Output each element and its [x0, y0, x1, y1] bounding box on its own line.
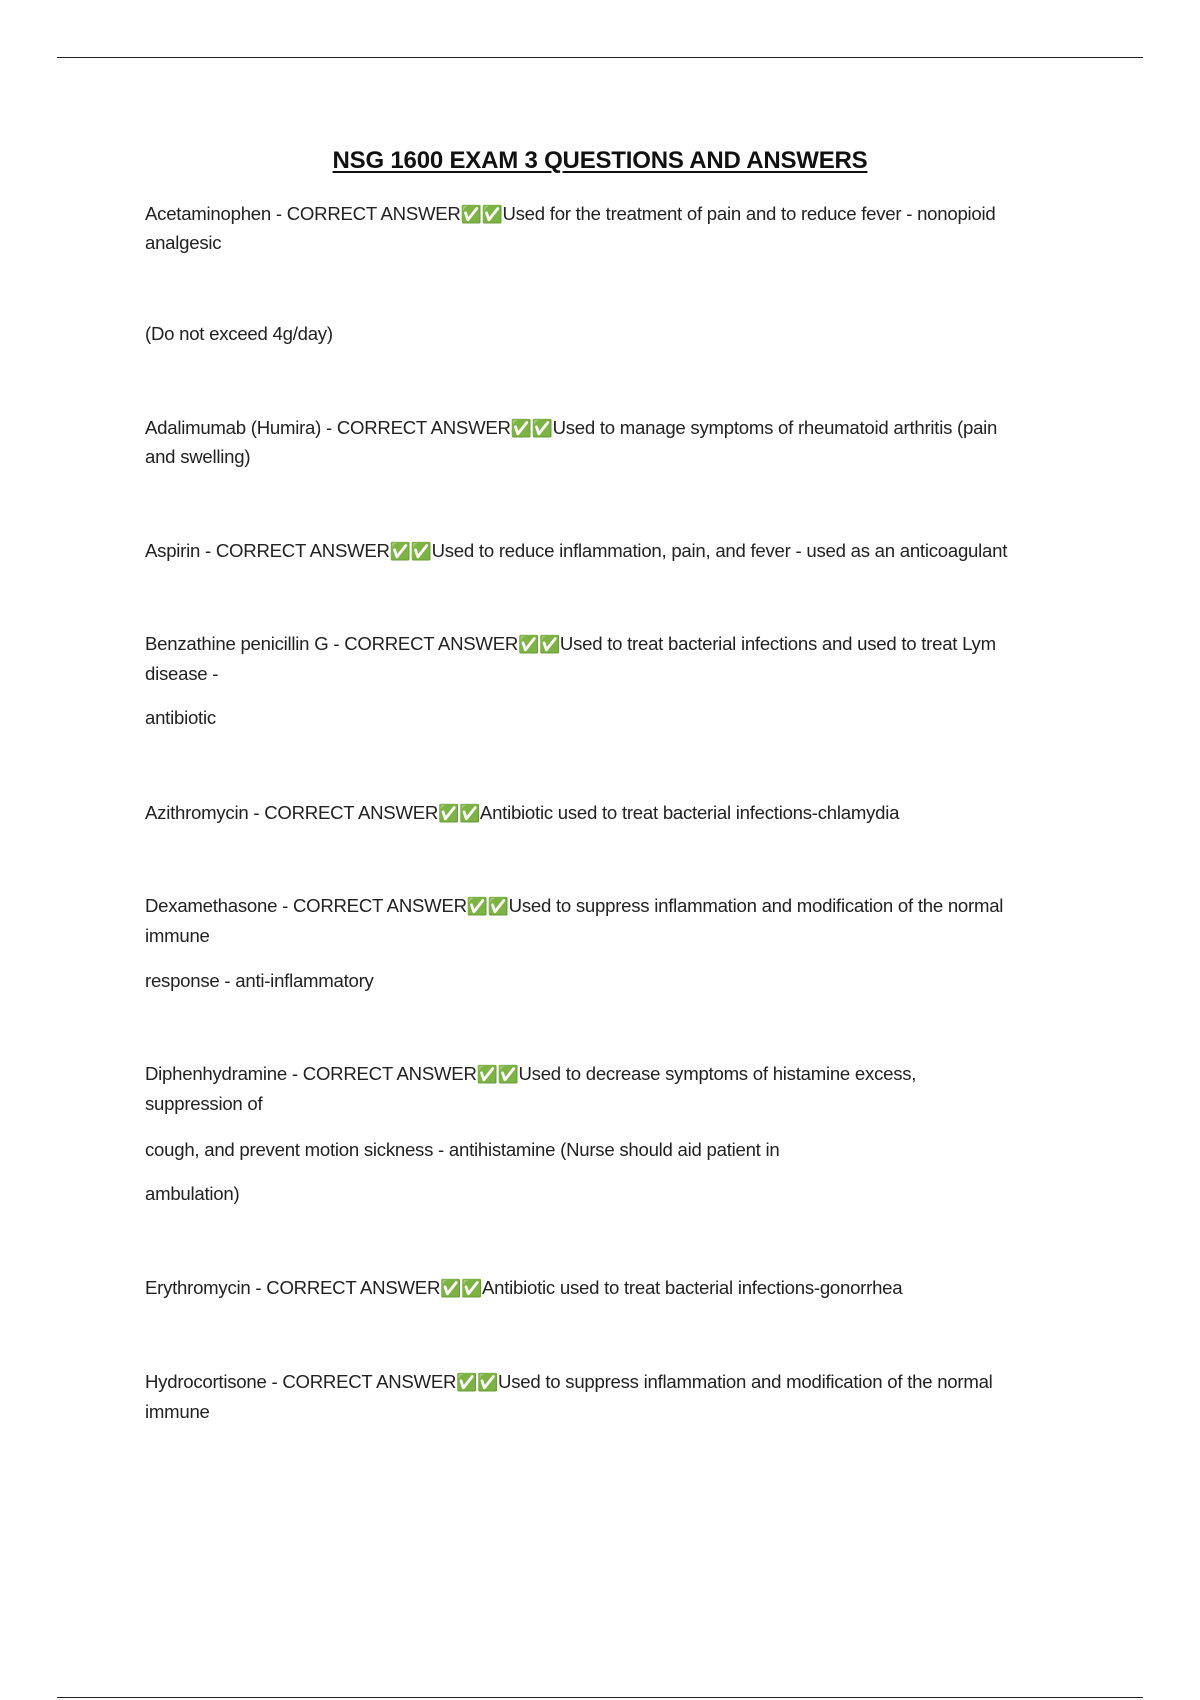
entry-dexamethasone-line-2: immune	[145, 925, 210, 946]
entry-diphenhydramine-line-4: ambulation)	[145, 1183, 240, 1204]
correct-answer-label: CORRECT ANSWER	[292, 895, 467, 916]
entry-benzathine-line-3: antibiotic	[145, 707, 216, 728]
entry-diphenhydramine-line-3: cough, and prevent motion sickness - antihistamine (Nurse should aid patient in	[145, 1139, 780, 1160]
entry-diphenhydramine-line-2: suppression of	[145, 1093, 263, 1114]
entry-adalimumab-first-line: Adalimumab (Humira) - CORRECT ANSWER✅✅Used to manage symptoms of rheumatoid arthritis (pain	[145, 417, 998, 438]
entry-benzathine-line-2: disease -	[145, 663, 219, 684]
entry-definition: Used to reduce inflammation, pain, and fever - used as an anticoagulant	[431, 540, 1008, 561]
correct-answer-label: CORRECT ANSWER	[282, 1371, 457, 1392]
header-rule	[57, 57, 1143, 58]
correct-answer-label: CORRECT ANSWER	[286, 203, 461, 224]
entry-term: Erythromycin	[145, 1277, 251, 1298]
entry-acetaminophen-first-line: Acetaminophen - CORRECT ANSWER✅✅Used for the treatment of pain and to reduce fever - nonopioid	[145, 203, 996, 224]
entry-acetaminophen-line-3: (Do not exceed 4g/day)	[145, 323, 333, 344]
entry-diphenhydramine-first-line: Diphenhydramine - CORRECT ANSWER✅✅Used to decrease symptoms of histamine excess,	[145, 1063, 917, 1084]
document-title: NSG 1600 EXAM 3 QUESTIONS AND ANSWERS	[332, 147, 868, 174]
entry-definition: Used to manage symptoms of rheumatoid arthritis (pain	[552, 417, 998, 438]
entry-definition: Used to decrease symptoms of histamine excess,	[518, 1063, 917, 1084]
double-check-icon: ✅✅	[476, 1065, 519, 1084]
entry-benzathine-first-line: Benzathine penicillin G - CORRECT ANSWER✅✅Used to treat bacterial infections and used to treat Lym	[145, 633, 996, 654]
entry-term: Azithromycin	[145, 802, 249, 823]
double-check-icon: ✅✅	[440, 1279, 482, 1298]
double-check-icon: ✅✅	[456, 1373, 499, 1392]
entry-definition: Used for the treatment of pain and to reduce fever - nonopioid	[502, 203, 996, 224]
entry-definition: Used to suppress inflammation and modification of the normal	[498, 1371, 993, 1392]
entry-term: Dexamethasone	[145, 895, 278, 916]
entry-definition: Used to treat bacterial infections and used to treat Lym	[559, 633, 996, 654]
entry-hydrocortisone-line-2: immune	[145, 1401, 210, 1422]
correct-answer-label: CORRECT ANSWER	[264, 802, 439, 823]
correct-answer-label: CORRECT ANSWER	[336, 417, 511, 438]
entry-definition: Used to suppress inflammation and modification of the normal	[508, 895, 1004, 916]
correct-answer-label: CORRECT ANSWER	[215, 540, 390, 561]
double-check-icon: ✅✅	[438, 804, 480, 823]
correct-answer-label: CORRECT ANSWER	[344, 633, 519, 654]
entry-hydrocortisone-first-line: Hydrocortisone - CORRECT ANSWER✅✅Used to suppress inflammation and modification of the normal	[145, 1371, 993, 1392]
entry-azithromycin-first-line: Azithromycin - CORRECT ANSWER✅✅Antibiotic used to treat bacterial infections-chlamydia	[145, 802, 900, 823]
double-check-icon: ✅✅	[389, 542, 432, 561]
entry-term: Diphenhydramine	[145, 1063, 287, 1084]
correct-answer-label: CORRECT ANSWER	[302, 1063, 477, 1084]
correct-answer-label: CORRECT ANSWER	[266, 1277, 441, 1298]
entry-term: Hydrocortisone	[145, 1371, 267, 1392]
double-check-icon: ✅✅	[518, 635, 560, 654]
footer-rule	[57, 1697, 1143, 1698]
entry-aspirin-first-line: Aspirin - CORRECT ANSWER✅✅Used to reduce inflammation, pain, and fever - used as an anticoagulant	[145, 540, 1008, 561]
double-check-icon: ✅✅	[510, 419, 553, 438]
double-check-icon: ✅✅	[460, 205, 503, 224]
entry-definition: Antibiotic used to treat bacterial infections-gonorrhea	[481, 1277, 903, 1298]
entry-term: Acetaminophen	[145, 203, 271, 224]
entry-term: Benzathine penicillin G	[145, 633, 329, 654]
double-check-icon: ✅✅	[466, 897, 509, 916]
entry-term: Aspirin	[145, 540, 201, 561]
entry-erythromycin-first-line: Erythromycin - CORRECT ANSWER✅✅Antibiotic used to treat bacterial infections-gonorrhea	[145, 1277, 903, 1298]
entry-adalimumab-line-2: and swelling)	[145, 446, 251, 467]
entry-term: Adalimumab (Humira)	[145, 417, 322, 438]
entry-definition: Antibiotic used to treat bacterial infections-chlamydia	[479, 802, 900, 823]
entry-acetaminophen-line-2: analgesic	[145, 232, 222, 253]
entry-dexamethasone-line-3: response - anti-inflammatory	[145, 970, 374, 991]
entry-dexamethasone-first-line: Dexamethasone - CORRECT ANSWER✅✅Used to suppress inflammation and modification of the normal	[145, 895, 1004, 916]
